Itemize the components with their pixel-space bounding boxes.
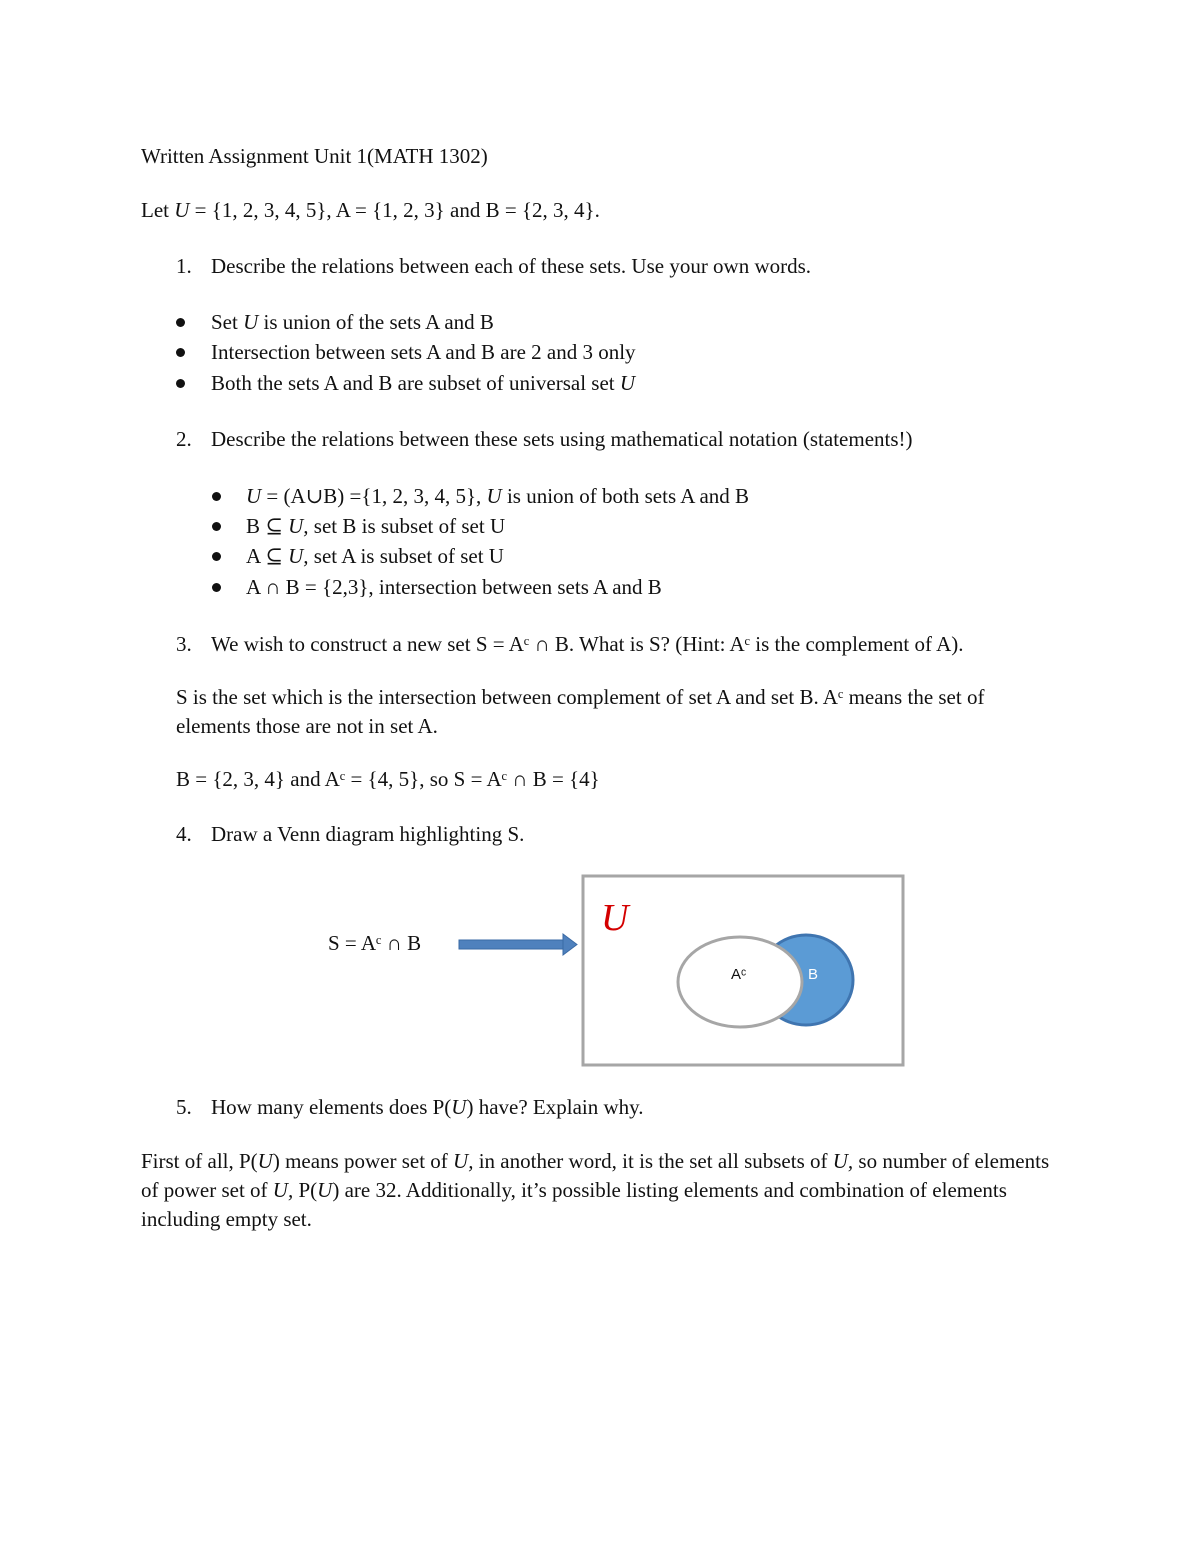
q5-number: 5.: [176, 1095, 192, 1119]
q5-text: How many elements does P(U) have? Explain why.: [211, 1095, 644, 1119]
given-rest: = {1, 2, 3, 4, 5}, A = {1, 2, 3} and B = {2, 3, 4}.: [189, 198, 600, 222]
a5-paragraph: First of all, P(U) means power set of U, in another word, it is the set all subsets of U, so number of elements of power set of U, P(U) are 32. Additionally, it’s possible listing elements and combination of elements including empty set.: [141, 1149, 1050, 1231]
a1-item-2: Intersection between sets A and B are 2 and 3 only: [211, 340, 636, 364]
q4-number: 4.: [176, 822, 192, 846]
q1-number: 1.: [176, 254, 192, 278]
arrow-icon: [459, 934, 577, 955]
q3-number: 3.: [176, 632, 192, 656]
given-let: Let: [141, 198, 175, 222]
circle-b-label: B: [808, 966, 819, 983]
q1-text: Describe the relations between each of these sets. Use your own words.: [211, 254, 812, 278]
page-title: Written Assignment Unit 1(MATH 1302): [141, 144, 488, 168]
q3-text: We wish to construct a new set S = Aᶜ ∩ B. What is S? (Hint: Aᶜ is the complement of A).: [211, 632, 964, 656]
a2-item-4: A ∩ B = {2,3}, intersection between sets A and B: [246, 575, 662, 599]
venn-s-label: S = Aᶜ ∩ B: [328, 931, 422, 955]
q2-number: 2.: [176, 427, 192, 451]
q2-text: Describe the relations between these sets using mathematical notation (statements!): [211, 427, 913, 451]
a1-item-1: Set U is union of the sets A and B: [211, 310, 494, 334]
a1-item-3: Both the sets A and B are subset of universal set U: [211, 371, 636, 395]
circle-a-label: Aᶜ: [731, 966, 747, 983]
a2-item-3: A ⊆ U, set A is subset of set U: [246, 544, 504, 568]
a3-result: B = {2, 3, 4} and Aᶜ = {4, 5}, so S = Aᶜ ∩ B = {4}: [176, 767, 600, 791]
universe-label: U: [601, 897, 629, 939]
q4-text: Draw a Venn diagram highlighting S.: [211, 822, 525, 846]
a3-paragraph: S is the set which is the intersection between complement of set A and set B. Aᶜ means the set of elements those are not in set A.: [176, 685, 985, 738]
a2-item-1: U = (A∪B) ={1, 2, 3, 4, 5}, U is union of both sets A and B: [246, 484, 750, 508]
a2-item-2: B ⊆ U, set B is subset of set U: [246, 514, 506, 538]
given-u: U: [174, 198, 190, 222]
